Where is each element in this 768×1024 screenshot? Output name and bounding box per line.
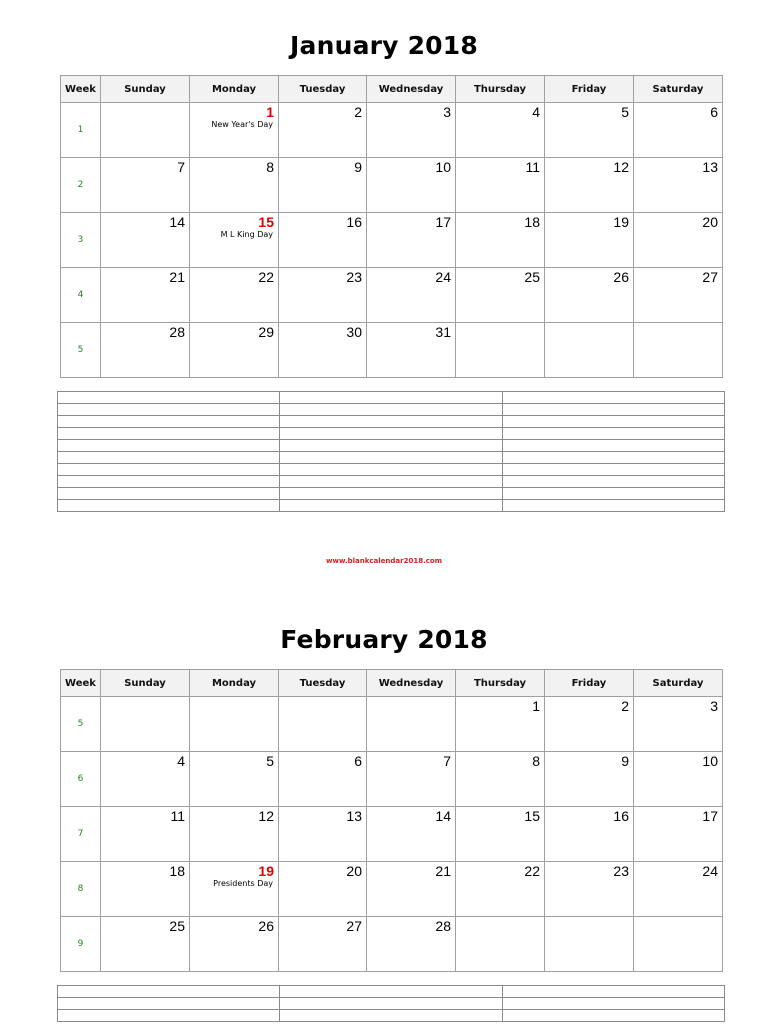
day-cell [545, 697, 634, 752]
day-number: 28 [435, 918, 451, 934]
day-number: 13 [702, 159, 718, 175]
day-cell [634, 862, 723, 917]
day-cell [190, 917, 279, 972]
notes-cell[interactable] [502, 404, 724, 416]
day-number: 27 [346, 918, 362, 934]
holiday-label: Presidents Day [213, 879, 273, 888]
day-cell [634, 807, 723, 862]
day-number: 30 [346, 324, 362, 340]
header-saturday: Saturday [634, 76, 723, 103]
day-number [634, 917, 722, 918]
day-number: 5 [266, 753, 274, 769]
day-cell [367, 752, 456, 807]
day-number: 16 [346, 214, 362, 230]
day-number: 21 [169, 269, 185, 285]
notes-cell[interactable] [502, 416, 724, 428]
day-cell [101, 752, 190, 807]
notes-cell[interactable] [58, 986, 280, 998]
week-row [61, 752, 723, 807]
day-number [456, 917, 544, 918]
day-number: 24 [702, 863, 718, 879]
day-number: 3 [443, 104, 451, 120]
notes-cell[interactable] [502, 1010, 724, 1022]
day-cell [634, 158, 723, 213]
day-number: 9 [354, 159, 362, 175]
day-number: 8 [266, 159, 274, 175]
day-cell [634, 268, 723, 323]
day-number [456, 323, 544, 324]
header-tuesday: Tuesday [279, 670, 367, 697]
day-cell [634, 103, 723, 158]
day-cell [367, 862, 456, 917]
day-cell [190, 862, 279, 917]
day-cell [545, 158, 634, 213]
notes-cell[interactable] [280, 476, 502, 488]
day-number: 22 [258, 269, 274, 285]
day-number: 26 [258, 918, 274, 934]
day-number: 17 [435, 214, 451, 230]
week-number: 7 [61, 807, 101, 862]
day-cell [101, 213, 190, 268]
week-row [61, 862, 723, 917]
day-cell [101, 862, 190, 917]
day-cell [634, 213, 723, 268]
day-cell [101, 268, 190, 323]
day-cell [101, 103, 190, 158]
notes-cell[interactable] [58, 1010, 280, 1022]
notes-cell[interactable] [280, 1010, 502, 1022]
day-number: 24 [435, 269, 451, 285]
header-monday: Monday [190, 670, 279, 697]
day-number: 17 [702, 808, 718, 824]
notes-cell[interactable] [58, 440, 280, 452]
notes-cell[interactable] [58, 464, 280, 476]
day-cell [190, 697, 279, 752]
week-number: 6 [61, 752, 101, 807]
day-number: 28 [169, 324, 185, 340]
month-title: January 2018 [290, 31, 478, 60]
day-cell [367, 268, 456, 323]
week-row [61, 323, 723, 378]
day-cell [545, 917, 634, 972]
day-cell [279, 697, 367, 752]
day-number: 21 [435, 863, 451, 879]
day-cell [101, 917, 190, 972]
header-sunday: Sunday [101, 76, 190, 103]
day-cell [456, 862, 545, 917]
notes-table-february [57, 985, 725, 1022]
day-cell [456, 213, 545, 268]
day-number: 2 [354, 104, 362, 120]
day-cell [634, 697, 723, 752]
day-cell [279, 213, 367, 268]
week-number: 3 [61, 213, 101, 268]
day-number-holiday: 15 [258, 214, 274, 230]
notes-cell[interactable] [280, 986, 502, 998]
notes-cell[interactable] [280, 392, 502, 404]
day-number: 18 [169, 863, 185, 879]
notes-cell[interactable] [58, 452, 280, 464]
notes-cell[interactable] [280, 440, 502, 452]
week-row [61, 158, 723, 213]
day-cell [456, 103, 545, 158]
day-number: 14 [435, 808, 451, 824]
day-number-holiday: 19 [258, 863, 274, 879]
notes-cell[interactable] [58, 428, 280, 440]
day-number [545, 323, 633, 324]
day-number: 29 [258, 324, 274, 340]
day-cell [634, 752, 723, 807]
day-cell [101, 323, 190, 378]
day-number: 12 [613, 159, 629, 175]
day-cell [545, 862, 634, 917]
day-number: 2 [621, 698, 629, 714]
day-number [545, 917, 633, 918]
day-cell [367, 103, 456, 158]
notes-cell[interactable] [58, 404, 280, 416]
day-number: 8 [532, 753, 540, 769]
notes-table-january [57, 391, 725, 512]
day-number: 6 [354, 753, 362, 769]
week-number: 5 [61, 697, 101, 752]
day-number: 7 [443, 753, 451, 769]
day-number: 10 [435, 159, 451, 175]
header-wednesday: Wednesday [367, 670, 456, 697]
notes-cell[interactable] [502, 428, 724, 440]
calendar-grid-february [60, 669, 723, 972]
week-number: 9 [61, 917, 101, 972]
holiday-label: New Year's Day [211, 120, 273, 129]
day-cell [456, 323, 545, 378]
day-cell [279, 323, 367, 378]
day-cell [456, 697, 545, 752]
day-number: 1 [532, 698, 540, 714]
day-cell [367, 213, 456, 268]
notes-cell[interactable] [58, 500, 280, 512]
day-cell [367, 697, 456, 752]
header-friday: Friday [545, 670, 634, 697]
website-link[interactable]: www.blankcalendar2018.com [326, 557, 442, 565]
notes-cell[interactable] [280, 500, 502, 512]
day-number: 15 [524, 808, 540, 824]
day-number: 19 [613, 214, 629, 230]
day-cell [634, 323, 723, 378]
day-cell [545, 103, 634, 158]
day-cell [456, 917, 545, 972]
calendar-grid-january [60, 75, 723, 378]
day-number [101, 103, 189, 104]
day-cell [545, 213, 634, 268]
week-number: 1 [61, 103, 101, 158]
day-cell [367, 807, 456, 862]
notes-cell[interactable] [58, 416, 280, 428]
weekday-header-row [61, 76, 723, 103]
day-cell [545, 807, 634, 862]
week-row [61, 807, 723, 862]
week-row [61, 697, 723, 752]
day-cell [190, 807, 279, 862]
notes-cell[interactable] [502, 998, 724, 1010]
day-cell [279, 103, 367, 158]
day-number: 4 [177, 753, 185, 769]
week-row [61, 917, 723, 972]
day-cell [367, 323, 456, 378]
notes-cell[interactable] [280, 416, 502, 428]
day-cell [545, 323, 634, 378]
week-row [61, 268, 723, 323]
day-cell [190, 213, 279, 268]
day-cell [279, 268, 367, 323]
day-cell [456, 158, 545, 213]
header-thursday: Thursday [456, 76, 545, 103]
day-number: 6 [710, 104, 718, 120]
day-number [367, 697, 455, 698]
day-number: 25 [169, 918, 185, 934]
day-number: 4 [532, 104, 540, 120]
day-cell [101, 697, 190, 752]
day-cell [190, 103, 279, 158]
day-cell [190, 158, 279, 213]
week-row [61, 103, 723, 158]
day-number: 20 [702, 214, 718, 230]
day-number: 14 [169, 214, 185, 230]
week-number: 2 [61, 158, 101, 213]
notes-cell[interactable] [280, 452, 502, 464]
day-number: 22 [524, 863, 540, 879]
day-cell [279, 862, 367, 917]
day-cell [367, 158, 456, 213]
week-number: 5 [61, 323, 101, 378]
day-cell [101, 158, 190, 213]
header-week: Week [61, 670, 101, 697]
holiday-label: M L King Day [220, 230, 273, 239]
day-cell [545, 752, 634, 807]
header-wednesday: Wednesday [367, 76, 456, 103]
notes-cell[interactable] [502, 488, 724, 500]
day-number [101, 697, 189, 698]
notes-cell[interactable] [502, 476, 724, 488]
header-monday: Monday [190, 76, 279, 103]
day-number: 27 [702, 269, 718, 285]
day-number: 5 [621, 104, 629, 120]
notes-cell[interactable] [280, 404, 502, 416]
notes-cell[interactable] [58, 476, 280, 488]
day-number [190, 697, 278, 698]
notes-cell[interactable] [58, 488, 280, 500]
day-number: 20 [346, 863, 362, 879]
day-cell [279, 917, 367, 972]
day-cell [456, 752, 545, 807]
day-cell [190, 268, 279, 323]
day-cell [279, 158, 367, 213]
day-cell [190, 323, 279, 378]
day-number: 11 [170, 808, 185, 824]
day-number [634, 323, 722, 324]
day-number: 7 [177, 159, 185, 175]
notes-cell[interactable] [502, 500, 724, 512]
notes-cell[interactable] [280, 488, 502, 500]
week-number: 8 [61, 862, 101, 917]
day-number: 23 [346, 269, 362, 285]
day-number [279, 697, 366, 698]
weekday-header-row [61, 670, 723, 697]
day-number: 11 [525, 159, 540, 175]
day-cell [279, 807, 367, 862]
notes-cell[interactable] [502, 440, 724, 452]
header-tuesday: Tuesday [279, 76, 367, 103]
day-number: 26 [613, 269, 629, 285]
notes-cell[interactable] [502, 452, 724, 464]
day-number: 12 [258, 808, 274, 824]
day-cell [545, 268, 634, 323]
day-number: 23 [613, 863, 629, 879]
day-cell [279, 752, 367, 807]
notes-cell[interactable] [502, 986, 724, 998]
day-cell [101, 807, 190, 862]
day-number: 10 [702, 753, 718, 769]
day-cell [456, 807, 545, 862]
notes-cell[interactable] [58, 392, 280, 404]
day-cell [634, 917, 723, 972]
week-row [61, 213, 723, 268]
day-number: 25 [524, 269, 540, 285]
notes-cell[interactable] [280, 998, 502, 1010]
header-friday: Friday [545, 76, 634, 103]
day-number: 13 [346, 808, 362, 824]
header-saturday: Saturday [634, 670, 723, 697]
week-number: 4 [61, 268, 101, 323]
month-title: February 2018 [280, 625, 488, 654]
notes-cell[interactable] [502, 464, 724, 476]
day-number: 31 [435, 324, 451, 340]
notes-cell[interactable] [502, 392, 724, 404]
day-cell [367, 917, 456, 972]
day-cell [190, 752, 279, 807]
notes-cell[interactable] [280, 428, 502, 440]
header-week: Week [61, 76, 101, 103]
header-thursday: Thursday [456, 670, 545, 697]
header-sunday: Sunday [101, 670, 190, 697]
day-number: 16 [613, 808, 629, 824]
day-number-holiday: 1 [266, 104, 274, 120]
day-number: 3 [710, 698, 718, 714]
day-number: 9 [621, 753, 629, 769]
day-number: 18 [524, 214, 540, 230]
day-cell [456, 268, 545, 323]
notes-cell[interactable] [58, 998, 280, 1010]
notes-cell[interactable] [280, 464, 502, 476]
